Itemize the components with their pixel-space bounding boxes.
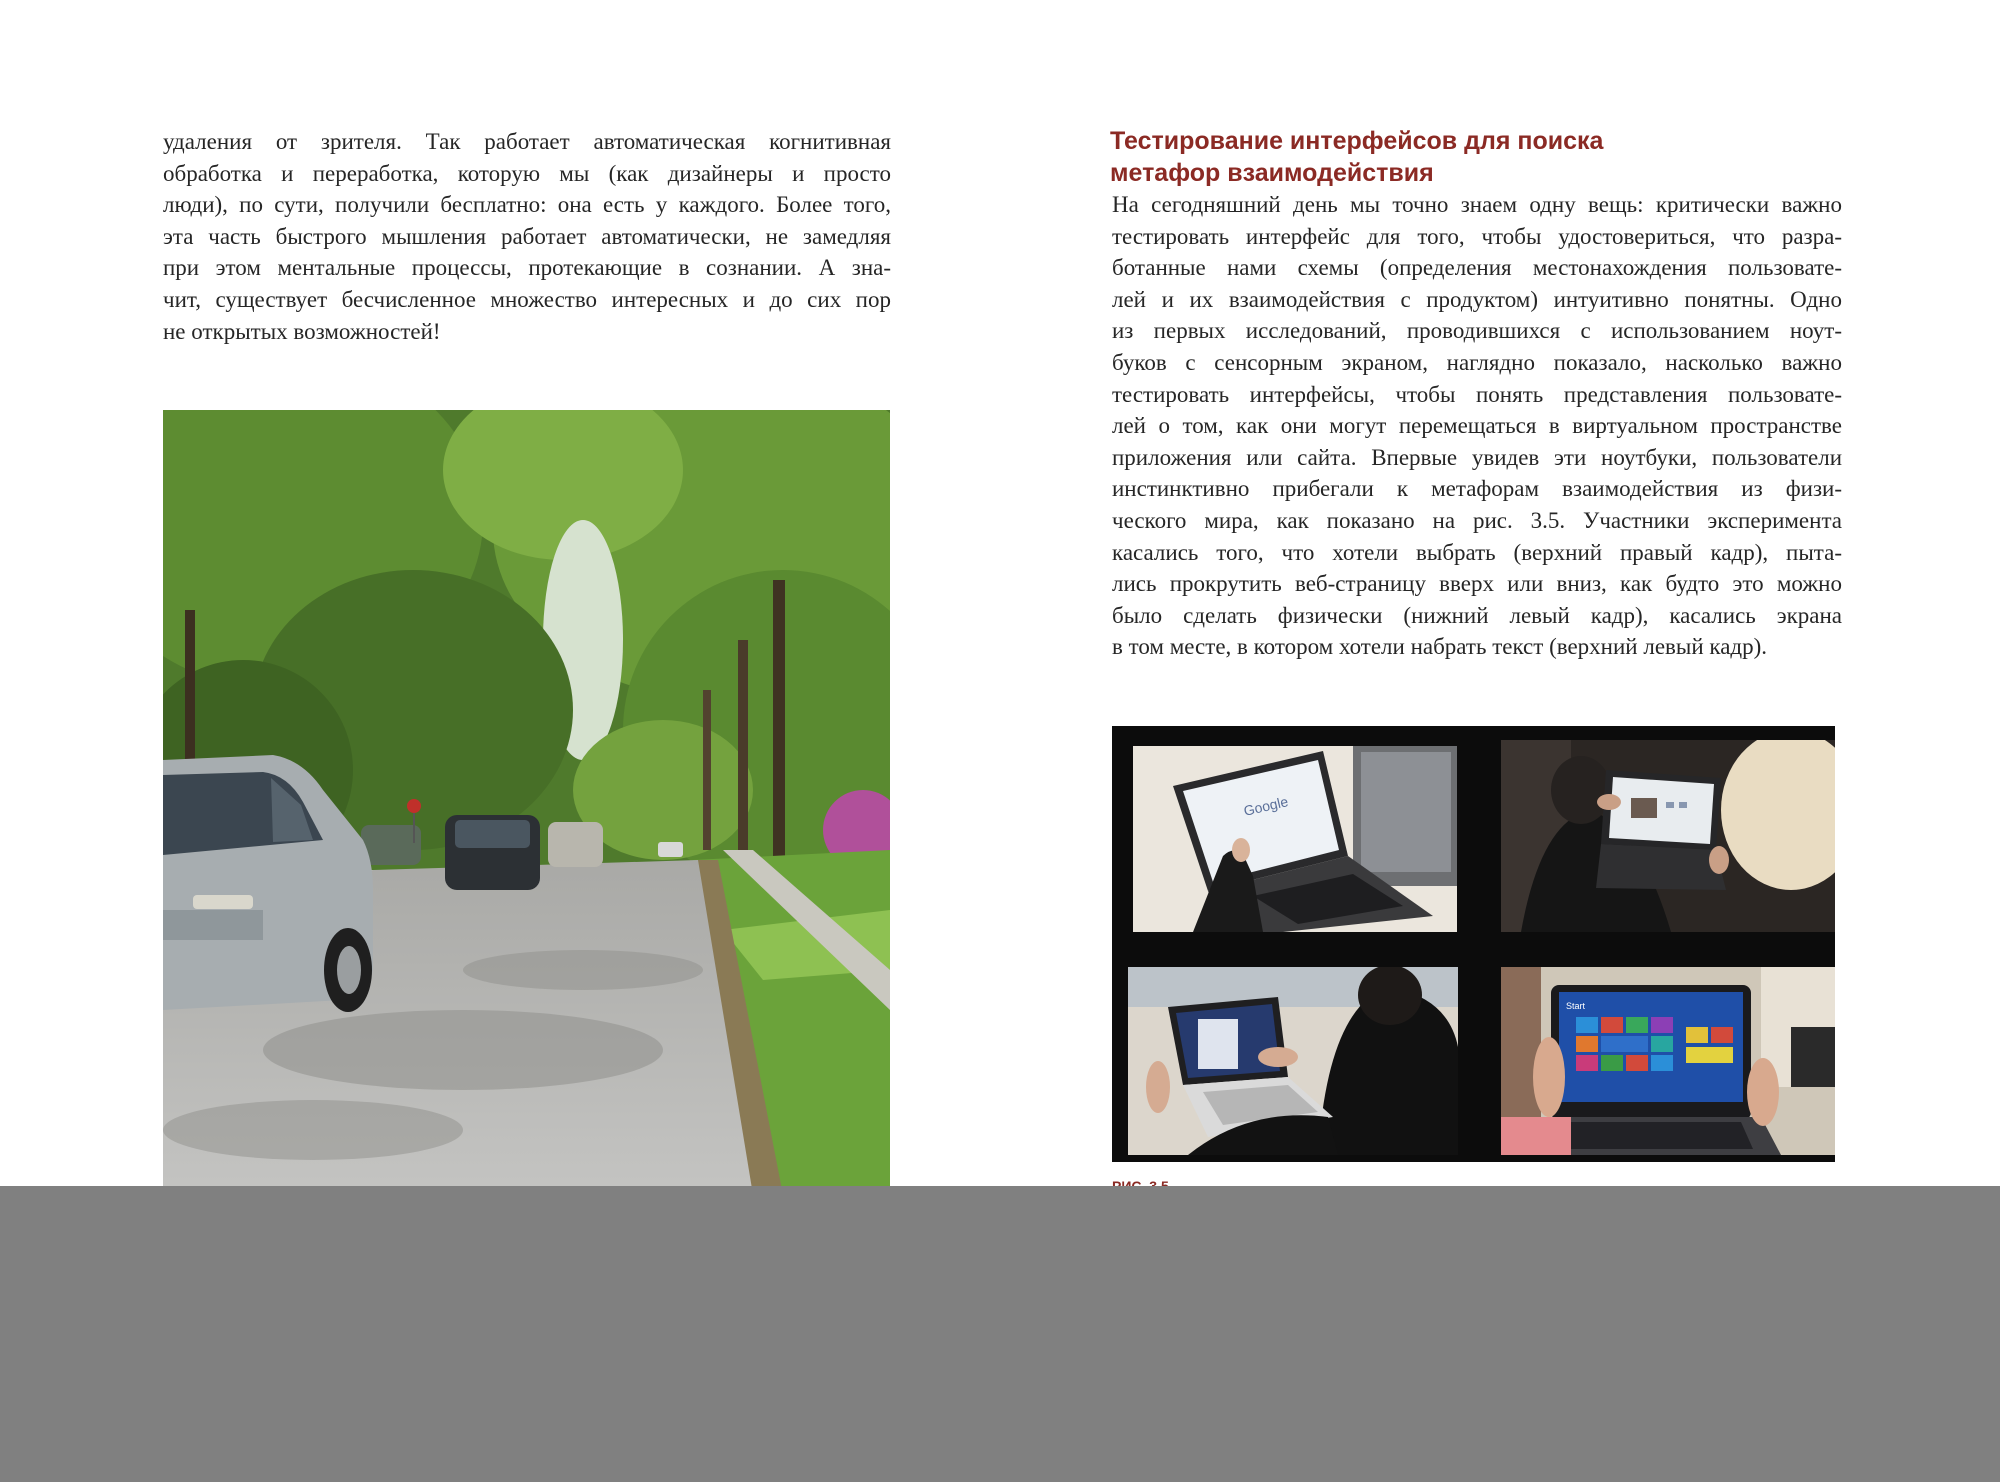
text-line: ческого мира, как показано на рис. 3.5. Участники эксперимента [1112, 507, 1842, 533]
figure-3-5 [1112, 726, 1835, 1162]
text-line: из первых исследований, проводившихся с использованием ноут- [1112, 318, 1842, 344]
text-line: лей и их взаимодействия с продуктом) интуитивно понятны. Одно [1112, 286, 1842, 312]
text-line: тестировать интерфейс для того, чтобы удостовериться, что разра- [1112, 223, 1842, 249]
section-heading [1110, 125, 1603, 189]
text-line: удаления от зрителя. Так работает автоматическая когнитивная [163, 129, 891, 154]
heading-line: метафор взаимодействия [1110, 159, 1434, 187]
street-photo [163, 410, 890, 1195]
text-line: инстинктивно прибегали к метафорам взаимодействия из физи- [1112, 476, 1842, 502]
text-line: не открытых возможностей! [163, 318, 441, 344]
text-line: было сделать физически (нижний левый кадр), касались экрана [1112, 602, 1842, 628]
frame-bottom-right [1501, 967, 1835, 1155]
text-line: приложения или сайта. Впервые увидев эти ноутбуки, пользователи [1112, 444, 1842, 470]
text-line: люди), по сути, получили бесплатно: она есть у каждого. Более того, [163, 192, 891, 218]
right-paragraph [1112, 189, 1842, 663]
frame-bottom-left [1128, 967, 1458, 1155]
text-line: ботанные нами схемы (определения местонахождения пользовате- [1112, 255, 1842, 281]
text-line: лей о том, как они могут перемещаться в виртуальном пространстве [1112, 413, 1842, 439]
text-line: На сегодняшний день мы точно знаем одну вещь: критически важно [1112, 192, 1842, 217]
text-line: при этом ментальные процессы, протекающие в сознании. А зна- [163, 255, 891, 281]
text-line: буков с сенсорным экраном, наглядно показало, насколько важно [1112, 349, 1842, 375]
left-paragraph [163, 126, 891, 347]
text-line: тестировать интерфейсы, чтобы понять представления пользовате- [1112, 381, 1842, 407]
gray-overlay-band [0, 1186, 2000, 1482]
frame-top-left [1133, 746, 1457, 932]
text-line: лись прокрутить веб-страницу вверх или вниз, как будто это можно [1112, 571, 1842, 597]
text-line: эта часть быстрого мышления работает автоматически, не замедляя [163, 223, 891, 249]
frame-top-right [1501, 740, 1835, 932]
text-line: чит, существует бесчисленное множество интересных и до сих пор [163, 286, 891, 312]
text-line: в том месте, в котором хотели набрать текст (верхний левый кадр). [1112, 634, 1768, 660]
text-line: касались того, что хотели выбрать (верхний правый кадр), пыта- [1112, 539, 1842, 565]
text-line: обработка и переработка, которую мы (как дизайнеры и просто [163, 160, 891, 186]
heading-line: Тестирование интерфейсов для поиска [1110, 127, 1604, 155]
start-screen-label: Start [1566, 1001, 1586, 1011]
google-logo-text: Google [1242, 793, 1290, 819]
